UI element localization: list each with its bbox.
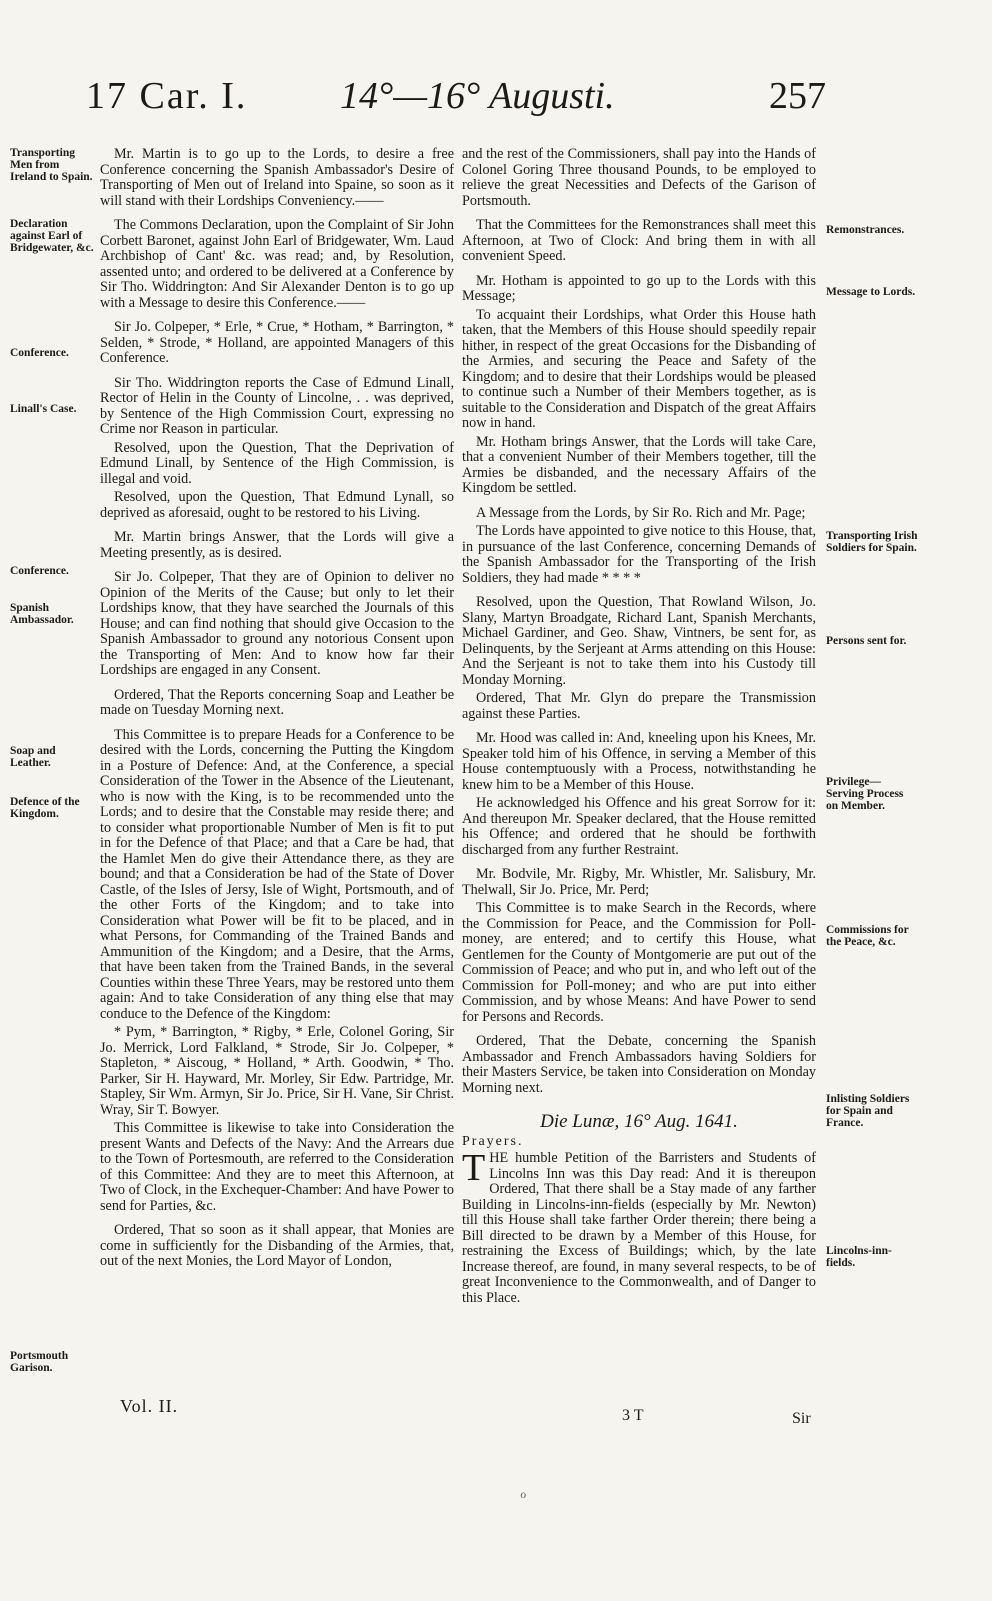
margin-note: Remonstrances.: [826, 224, 905, 236]
margin-note: Transporting Men from Ireland to Spain.: [10, 147, 93, 183]
entry-paragraph: This Committee is likewise to take into Consideration the present Wants and Defects of the Navy: And the Arrears due to the Town of Portesmouth, are referred to the Consideration of this Committee: And they are to meet this Afternoon, at Two of Clock, in the Exchequer-Chamber: And have Power to send for Parties, &c.: [100, 1120, 454, 1214]
entry-paragraph: Sir Tho. Widdrington reports the Case of Edmund Linall, Rector of Helin in the County of Lincolne, . . was deprived, by Sentence of the High Commission Court, expressing no Crime nor Reason in particular.: [100, 374, 454, 437]
prayers-heading: Prayers.: [462, 1133, 524, 1149]
entry-paragraph: This Committee is to prepare Heads for a Conference to be desired with the Lords, concerning the Putting the Kingdom in a Posture of Defence: And, at the Conference, a special Consideration of the Tower in the Absence of the Lieutenant, who is now with the King, is to be recommended unto the Lords; and to desire that the Constable may reside there; and to consider what proportionable Number of Men is fit to put in for the Defence of that Place; and that a Care be had, that the Hamlet Men do give their Attendance there, as they are bound; and that a Consideration be had of the State of Dover Castle, of the Isles of Jersy, Isle of Wight, Portsmouth, and of the other Forts of the Kingdom; and to take into Consideration what Power will be fit to be placed, and in what Persons, for Commanding of the Trained Bands and Ammunition of the Kingdom; and a Desire, that the Arms, that have been taken from the Trained Bands, in the several Counties within these Three Years, may be restored unto them again: And to take Consideration of any thing else that may conduce to the Defence of the Kingdom:: [100, 726, 454, 1022]
margin-note: Declaration against Earl of Bridgewater, &c.: [10, 218, 94, 254]
margin-note: Soap and Leather.: [10, 745, 56, 769]
margin-note: Lincolns-inn-fields.: [826, 1245, 892, 1269]
entry-paragraph: The Lords have appointed to give notice to this House, that, in pursuance of the last Conference, concerning Demands of the Spanish Ambassador for the Transporting of the Irish Soldiers, they had made * * * *: [462, 523, 816, 586]
margin-note: Portsmouth Garison.: [10, 1350, 69, 1374]
entry-paragraph: Ordered, That Mr. Glyn do prepare the Transmission against these Parties.: [462, 690, 816, 722]
margin-note: Inlisting Soldiers for Spain and France.: [826, 1093, 910, 1129]
entry-paragraph: Sir Jo. Colpeper, That they are of Opinion to deliver no Opinion of the Merits of the Cause; but only to let their Lordships know, that they have searched the Journals of this House; and can find nothing that should give Occasion to the Spanish Ambassador to ground any notorious Consent upon the Transporting of Men: And to know how far their Lordships are engaged in any Consent.: [100, 569, 454, 678]
entry-paragraph: Ordered, That the Debate, concerning the Spanish Ambassador and French Ambassadors having Soldiers for their Masters Service, be taken into Consideration on Monday Morning next.: [462, 1033, 816, 1096]
margin-note: Conference.: [10, 565, 69, 577]
entry-paragraph: Resolved, upon the Question, That Rowland Wilson, Jo. Slany, Martyn Broadgate, Richard Lant, Spanish Merchants, Michael Gardiner, and Geo. Shaw, Vintners, be sent for, as Delinquents, by the Serjeant at Arms attending on this House: And the Serjeant is not to take them into his Custody till Monday Morning.: [462, 594, 816, 688]
entry-paragraph: The Commons Declaration, upon the Complaint of Sir John Corbett Baronet, against John Earl of Bridgewater, Wm. Laud Archbishop of Cant' &c. was read; and, by Resolution, assented unto; and ordered to be delivered at a Conference by Sir Tho. Widdrington: And Sir Alexander Denton is to go up with a Message to desire this Conference.——: [100, 217, 454, 311]
page-header: [86, 74, 826, 132]
entry-paragraph: Mr. Martin is to go up to the Lords, to desire a free Conference concerning the Spanish Ambassador's Desire of Transporting of Men out of Ireland into Spaine, so soon as it will stand with their Lordships Conveniency.——: [100, 146, 454, 209]
entry-paragraph: Mr. Hotham is appointed to go up to the Lords with this Message;: [462, 272, 816, 304]
volume-label: Vol. II.: [120, 1396, 179, 1416]
entry-paragraph: Ordered, That the Reports concerning Soap and Leather be made on Tuesday Morning next.: [100, 686, 454, 718]
margin-note: Privilege—Serving Process on Member.: [826, 776, 904, 812]
entry-paragraph: To acquaint their Lordships, what Order this House hath taken, that the Members of this House should speedily repair hither, in respect of the great Occasions for the Disbanding of the Armies, and securing the Peace and Safety of the Kingdom; and to desire that their Lordships would be pleased to continue such a Number of their Members together, as is suitable to the Consideration and Dispatch of the great Affairs now in hand.: [462, 306, 816, 431]
margin-note: Linall's Case.: [10, 403, 77, 415]
entry-paragraph: Mr. Martin brings Answer, that the Lords will give a Meeting presently, as is desired.: [100, 529, 454, 561]
margin-note: Commissions for the Peace, &c.: [826, 924, 909, 948]
margin-note: Conference.: [10, 347, 69, 359]
day-heading: Die Lunæ, 16° Aug. 1641.: [540, 1111, 738, 1132]
committee-members: * Pym, * Barrington, * Rigby, * Erle, Colonel Goring, Sir Jo. Merrick, Lord Falkland, * Strode, Sir Jo. Colpeper, * Stapleton, * Aiscoug, * Holland, * Arth. Goodwin, * Tho. Parker, Sir H. Hayward, Mr. Morley, Sir Edw. Partridge, Mr. Stapley, Sir Wm. Armyn, Sir Jo. Price, Sir H. Vane, Sir Christ. Wray, Sir T. Bowyer.: [100, 1024, 454, 1118]
entry-paragraph: Sir Jo. Colpeper, * Erle, * Crue, * Hotham, * Barrington, * Selden, * Strode, * Holland, are appointed Managers of this Conference.: [100, 319, 454, 366]
entry-paragraph: Mr. Bodvile, Mr. Rigby, Mr. Whistler, Mr. Salisbury, Mr. Thelwall, Sir Jo. Price, Mr. Perd;: [462, 866, 816, 898]
left-column: [100, 147, 454, 1273]
signature-mark: 3 T: [622, 1407, 644, 1424]
entry-paragraph: Resolved, upon the Question, That Edmund Lynall, so deprived as aforesaid, ought to be restored to his Living.: [100, 489, 454, 521]
entry-paragraph: That the Committees for the Remonstrances shall meet this Afternoon, at Two of Clock: And bring them in with all convenient Speed.: [462, 217, 816, 264]
entry-paragraph: and the rest of the Commissioners, shall pay into the Hands of Colonel Goring Three thousand Pounds, to be employed to relieve the great Necessities and Defects of the Garison of Portsmouth.: [462, 146, 816, 209]
margin-note: Message to Lords.: [826, 286, 916, 298]
entry-paragraph: Mr. Hotham brings Answer, that the Lords will take Care, that a convenient Number of their Members together, till the Armies be disbanded, and the necessary Affairs of the Kingdom be settled.: [462, 433, 816, 496]
entry-paragraph: Mr. Hood was called in: And, kneeling upon his Knees, Mr. Speaker told him of his Offence, in serving a Member of this House contemptuously with a Process, notwithstanding he knew him to be a Member of this House.: [462, 730, 816, 793]
header-dates: 14°—16° Augusti.: [340, 75, 615, 117]
entry-paragraph: Ordered, That so soon as it shall appear, that Monies are come in sufficiently for the Disbanding of the Armies, that, out of the next Monies, the Lord Mayor of London,: [100, 1222, 454, 1269]
margin-note: Defence of the Kingdom.: [10, 796, 80, 820]
entry-paragraph: A Message from the Lords, by Sir Ro. Rich and Mr. Page;: [476, 504, 806, 521]
regnal-year: 17 Car. I.: [86, 75, 248, 117]
lincolns-inn-paragraph: [462, 1147, 816, 1306]
drop-cap: T: [462, 1147, 486, 1189]
lincolns-inn-text: HE humble Petition of the Barristers and Students of Lincolns Inn was this Day read: And it is thereupon Ordered, That there shall be a Stay made of any farther Building in Lincolns-inn-fields (especially by Mr. Newton) till this House shall take farther Order therein; there being a Bill directed to be drawn by a Member of this House, for restraining the Excess of Buildings; which, by the late Increase thereof, are found, in many several respects, to be of great Inconvenience to the Commonwealth, and of Danger to this Place.: [462, 1150, 816, 1306]
margin-note: Transporting Irish Soldiers for Spain.: [826, 530, 918, 554]
right-column: [462, 147, 816, 1309]
margin-note: Persons sent for.: [826, 635, 907, 647]
page-number: 257: [769, 75, 826, 117]
entry-paragraph: He acknowledged his Offence and his great Sorrow for it: And thereupon Mr. Speaker declared, that the House remitted his Offence; and ordered that he should be forthwith discharged from any further Restraint.: [462, 795, 816, 858]
ink-mark: ℴ: [520, 1487, 527, 1502]
entry-paragraph: Resolved, upon the Question, That the Deprivation of Edmund Linall, by Sentence of the High Commission, is illegal and void.: [100, 439, 454, 487]
margin-note: Spanish Ambassador.: [10, 602, 74, 626]
catchword: Sir: [792, 1410, 811, 1427]
entry-paragraph: This Committee is to make Search in the Records, where the Commission for Peace, and the Commission for Poll-money, are entered; and to certify this House, what Gentlemen for the County of Montgomerie are put out of the Commission of Peace; and who put in, and who left out of the Commission for Poll-money; and who are put into either Commission, and by whose Means: And have Power to send for Persons and Records.: [462, 900, 816, 1025]
